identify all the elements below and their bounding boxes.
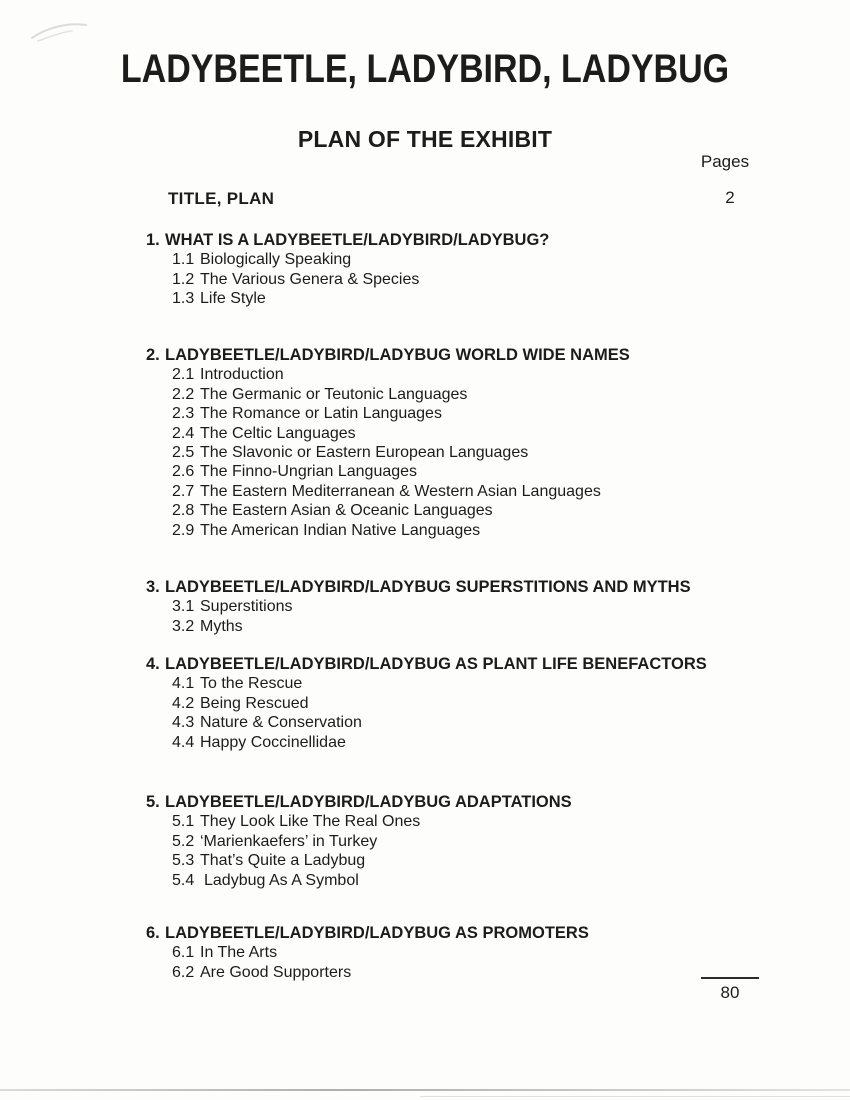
- toc-item-number: 2.5: [172, 444, 195, 462]
- section-items: [172, 674, 707, 752]
- toc-item-label: Happy Coccinellidae: [200, 733, 346, 751]
- section-heading-row: [146, 655, 707, 674]
- toc-item-label: The Germanic or Teutonic Languages: [200, 385, 468, 403]
- toc-item-label: Ladybug As A Symbol: [204, 871, 359, 889]
- toc-item: [172, 385, 630, 404]
- toc-item-number: 2.8: [172, 502, 195, 520]
- toc-item-number: 2.9: [172, 521, 195, 539]
- toc-item-label: The Eastern Asian & Oceanic Languages: [200, 502, 493, 520]
- toc-item: [172, 289, 549, 308]
- section-heading-row: [146, 924, 589, 943]
- section-items: [172, 250, 549, 308]
- toc-item-label: The Romance or Latin Languages: [200, 405, 442, 423]
- section-number: 4.: [146, 655, 160, 673]
- toc-item-label: Are Good Supporters: [200, 963, 352, 981]
- toc-item: [172, 365, 630, 384]
- toc-item-number: 4.1: [172, 675, 195, 693]
- toc-item: [172, 617, 691, 636]
- toc-item: [172, 424, 630, 443]
- toc-item-number: 5.4: [172, 871, 195, 889]
- toc-item-number: 1.3: [172, 290, 195, 308]
- toc-item-number: 5.2: [172, 832, 195, 850]
- section-heading-row: [146, 793, 572, 812]
- toc-item: [172, 851, 572, 870]
- scan-artifact-bottom-line: [0, 1089, 850, 1091]
- toc-item: [172, 501, 630, 520]
- section-heading-row: [146, 346, 630, 365]
- toc-item: [172, 674, 707, 693]
- toc-item: [172, 597, 691, 616]
- toc-item-label: In The Arts: [200, 944, 278, 962]
- toc-item-number: 4.3: [172, 714, 195, 732]
- toc-item-label: Introduction: [200, 366, 284, 384]
- section-number: 5.: [146, 793, 160, 811]
- toc-item: [172, 812, 572, 831]
- toc-item-number: 2.3: [172, 405, 195, 423]
- toc-item-label: ‘Marienkaefers’ in Turkey: [200, 832, 378, 850]
- toc-item-number: 1.1: [172, 251, 195, 269]
- page-title: LADYBEETLE, LADYBIRD, LADYBUG: [120, 47, 730, 91]
- toc-item-number: 6.2: [172, 963, 195, 981]
- total-sum-rule: [701, 977, 759, 979]
- toc-item-label: They Look Like The Real Ones: [200, 813, 421, 831]
- toc-item-number: 6.1: [172, 944, 195, 962]
- toc-item: [172, 462, 630, 481]
- pencil-scribble-mark: [28, 18, 100, 46]
- section-heading-row: [146, 231, 549, 250]
- section-number: 3.: [146, 578, 160, 596]
- toc-item-label: The Slavonic or Eastern European Languages: [200, 444, 529, 462]
- section-number: 6.: [146, 924, 160, 942]
- toc-item: [172, 521, 630, 540]
- scan-artifact-bottom-line-2: [420, 1096, 850, 1097]
- toc-item: [172, 482, 630, 501]
- toc-section-6: [146, 924, 589, 982]
- section-heading: LADYBEETLE/LADYBIRD/LADYBUG ADAPTATIONS: [165, 793, 572, 811]
- toc-item-number: 2.1: [172, 366, 195, 384]
- toc-section-4: [146, 655, 707, 752]
- toc-item-label: The Celtic Languages: [200, 424, 356, 442]
- toc-item: [172, 270, 549, 289]
- toc-section-2: [146, 346, 630, 540]
- total-pages-value: 80: [720, 983, 740, 1002]
- toc-item-number: 3.1: [172, 598, 195, 616]
- toc-item: [172, 963, 589, 982]
- section-items: [172, 943, 589, 982]
- toc-item: [172, 250, 549, 269]
- toc-item: [172, 733, 707, 752]
- toc-item-label: The Finno-Ungrian Languages: [200, 463, 418, 481]
- section-heading: WHAT IS A LADYBEETLE/LADYBIRD/LADYBUG?: [165, 231, 550, 249]
- toc-item-label: Myths: [200, 617, 243, 635]
- toc-item: [172, 443, 630, 462]
- section-heading: LADYBEETLE/LADYBIRD/LADYBUG AS PROMOTERS: [165, 924, 589, 942]
- toc-item: [172, 713, 707, 732]
- front-matter-page-count: 2: [725, 188, 735, 207]
- section-number: 2.: [146, 346, 160, 364]
- toc-item-label: Biologically Speaking: [200, 251, 352, 269]
- toc-item: [172, 404, 630, 423]
- toc-item-label: To the Rescue: [200, 675, 303, 693]
- toc-item-label: The Various Genera & Species: [200, 270, 420, 288]
- toc-item-number: 2.2: [172, 385, 195, 403]
- toc-item-label: Superstitions: [200, 598, 293, 616]
- toc-item-number: 3.2: [172, 617, 195, 635]
- toc-item: [172, 832, 572, 851]
- toc-item-number: 4.2: [172, 694, 195, 712]
- section-heading: LADYBEETLE/LADYBIRD/LADYBUG WORLD WIDE NAMES: [165, 346, 630, 364]
- plan-heading: PLAN OF THE EXHIBIT: [297, 126, 553, 152]
- toc-item-label: Life Style: [200, 290, 266, 308]
- section-number: 1.: [146, 231, 160, 249]
- section-heading: LADYBEETLE/LADYBIRD/LADYBUG SUPERSTITIONS AND MYTHS: [165, 578, 691, 596]
- toc-item-label: The American Indian Native Languages: [200, 521, 481, 539]
- toc-item-number: 2.7: [172, 482, 195, 500]
- toc-item-number: 1.2: [172, 270, 195, 288]
- toc-section-5: [146, 793, 572, 890]
- toc-item-label: Being Rescued: [200, 694, 309, 712]
- toc-item-number: 5.1: [172, 813, 195, 831]
- toc-item: [172, 694, 707, 713]
- section-heading-row: [146, 578, 691, 597]
- toc-item-label: The Eastern Mediterranean & Western Asian Languages: [200, 482, 601, 500]
- section-heading: LADYBEETLE/LADYBIRD/LADYBUG AS PLANT LIFE BENEFACTORS: [165, 655, 707, 673]
- toc-item-number: 2.6: [172, 463, 195, 481]
- toc-item-number: 2.4: [172, 424, 195, 442]
- toc-item-number: 4.4: [172, 733, 195, 751]
- toc-item: [172, 943, 589, 962]
- toc-section-1: [146, 231, 549, 309]
- front-matter-label: TITLE, PLAN: [168, 189, 275, 208]
- section-items: [172, 812, 572, 890]
- toc-item-label: Nature & Conservation: [200, 714, 362, 732]
- toc-item-number: 5.3: [172, 852, 195, 870]
- toc-item-label: That’s Quite a Ladybug: [200, 852, 366, 870]
- section-items: [172, 365, 630, 540]
- toc-section-3: [146, 578, 691, 636]
- section-items: [172, 597, 691, 636]
- toc-item: [172, 871, 572, 890]
- pages-column-label: Pages: [700, 152, 750, 171]
